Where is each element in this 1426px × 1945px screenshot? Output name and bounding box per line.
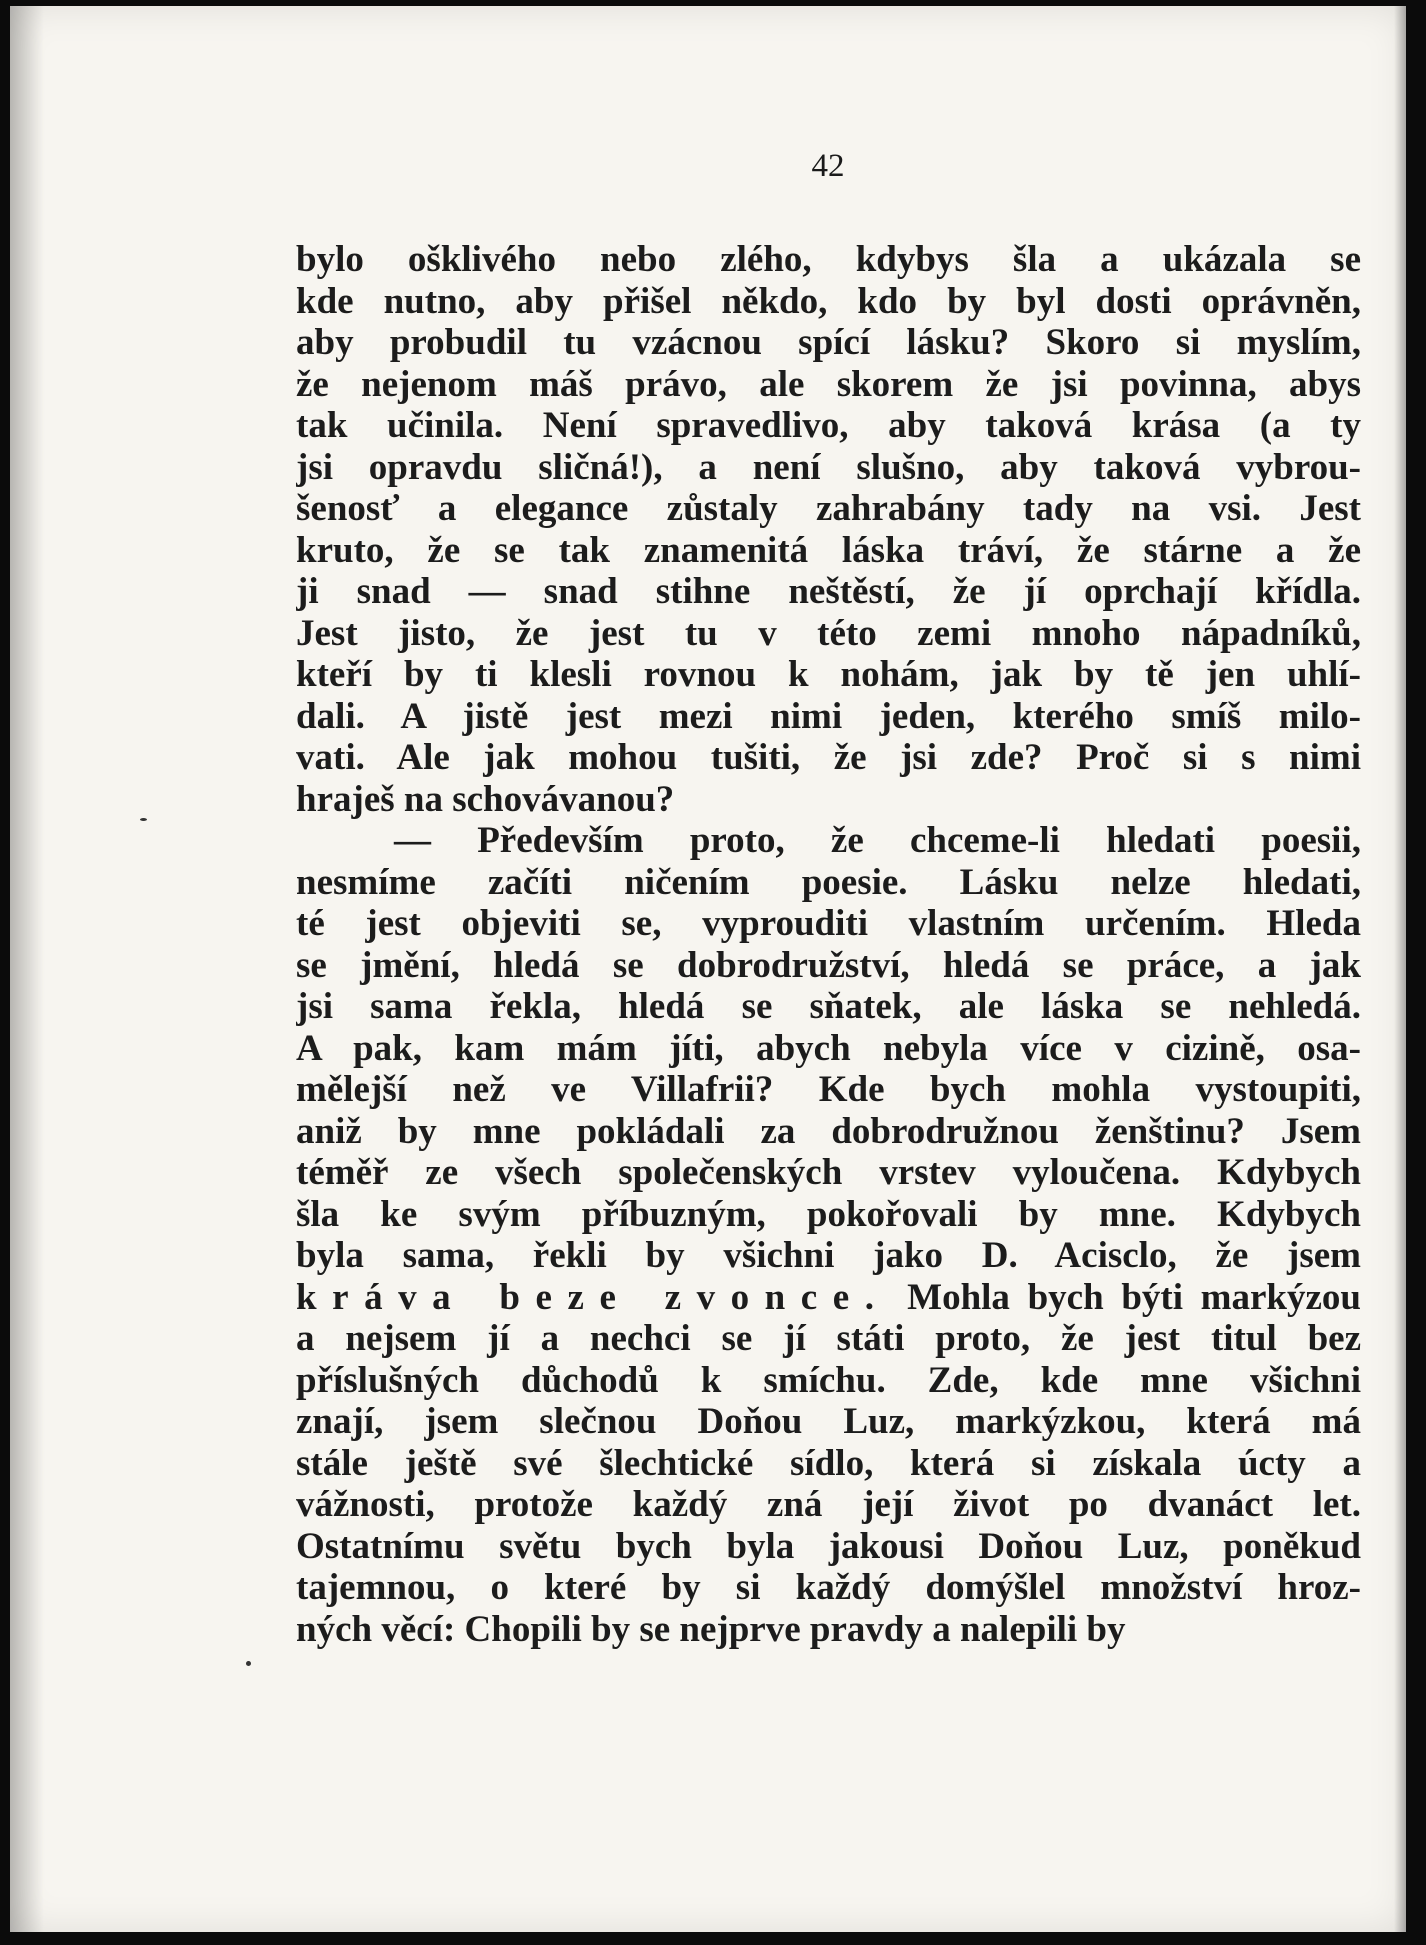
text-line: téměř ze všech společenských vrstev vyloučena. Kdybych bbox=[296, 1152, 1361, 1193]
page-body-text bbox=[296, 239, 1361, 1650]
page-edge-shadow bbox=[1394, 6, 1406, 1932]
text-line: Jest jisto, že jest tu v této zemi mnoho nápadníků, bbox=[296, 612, 1361, 654]
text-line: šla ke svým příbuzným, pokořovali by mne. Kdybych bbox=[296, 1193, 1361, 1235]
text-line: vati. Ale jak mohou tušiti, že jsi zde? Proč si s nimi bbox=[296, 737, 1361, 778]
text-line: se jmění, hledá se dobrodružství, hledá se práce, a jak bbox=[296, 944, 1361, 986]
text-line: kteří by ti klesli rovnou k nohám, jak by tě jen uhlí- bbox=[296, 654, 1361, 695]
text-line: stále ještě své šlechtické sídlo, která si získala úcty a bbox=[296, 1442, 1361, 1484]
spine-shadow bbox=[10, 6, 44, 1932]
text-line: znají, jsem slečnou Doňou Luz, markýzkou, která má bbox=[296, 1401, 1361, 1442]
text-line: mělejší než ve Villafrii? Kde bych mohla vystoupiti, bbox=[296, 1069, 1361, 1110]
text-line: A pak, kam mám jíti, abych nebyla více v cizině, osa- bbox=[296, 1027, 1361, 1069]
scan-speck bbox=[140, 818, 147, 821]
paragraph-end-line: hraješ na schovávanou? bbox=[296, 778, 675, 820]
text-line: Ostatnímu světu bych byla jakousi Doňou Luz, poněkud bbox=[296, 1525, 1361, 1567]
text-line: příslušných důchodů k smíchu. Zde, kde mne všichni bbox=[296, 1359, 1361, 1401]
text-line-rest: Mohla bych býti markýzou bbox=[889, 1276, 1361, 1318]
text-line: nesmíme začíti ničením poesie. Lásku nelze hledati, bbox=[296, 861, 1361, 903]
text-line: vážnosti, protože každý zná její život po dvanáct let. bbox=[296, 1484, 1361, 1525]
text-line: tajemnou, o které by si každý domýšlel množství hroz- bbox=[296, 1567, 1361, 1608]
text-line: tak učinila. Není spravedlivo, aby taková krása (a ty bbox=[296, 405, 1361, 446]
spaced-emphasis: kráva beze zvonce. bbox=[296, 1276, 890, 1318]
text-line: že nejenom máš právo, ale skorem že jsi povinna, abys bbox=[296, 363, 1361, 405]
text-line: byla sama, řekli by všichni jako D. Acisclo, že jsem bbox=[296, 1235, 1361, 1276]
page-number: 42 bbox=[811, 148, 845, 184]
text-line: kruto, že se tak znamenitá láska tráví, že stárne a že bbox=[296, 529, 1361, 571]
text-line: jsi sama řekla, hledá se sňatek, ale láska se nehledá. bbox=[296, 986, 1361, 1027]
text-line: a nejsem jí a nechci se jí státi proto, že jest titul bez bbox=[296, 1318, 1361, 1359]
spaced-emphasis-line bbox=[296, 1277, 1361, 1319]
text-line: ných věcí: Chopili by se nejprve pravdy a nalepili by bbox=[296, 1608, 1126, 1650]
scan-speck bbox=[246, 1661, 251, 1666]
text-line: dali. A jistě jest mezi nimi jeden, kterého smíš milo- bbox=[296, 695, 1361, 737]
text-line: ji snad — snad stihne neštěstí, že jí oprchají křídla. bbox=[296, 571, 1361, 612]
text-line: šenosť a elegance zůstaly zahrabány tady na vsi. Jest bbox=[296, 488, 1361, 529]
text-line: kde nutno, aby přišel někdo, kdo by byl dosti oprávněn, bbox=[296, 280, 1361, 322]
text-line: té jest objeviti se, vyprouditi vlastním určením. Hleda bbox=[296, 903, 1361, 944]
paragraph-start-line: — Především proto, že chceme-li hledati poesii, bbox=[394, 820, 1361, 861]
text-line: aniž by mne pokládali za dobrodružnou ženštinu? Jsem bbox=[296, 1110, 1361, 1152]
book-page bbox=[10, 6, 1406, 1932]
text-line: jsi opravdu sličná!), a není slušno, aby taková vybrou- bbox=[296, 446, 1361, 488]
text-line: aby probudil tu vzácnou spící lásku? Skoro si myslím, bbox=[296, 322, 1361, 363]
text-line: bylo ošklivého nebo zlého, kdybys šla a ukázala se bbox=[296, 239, 1361, 280]
